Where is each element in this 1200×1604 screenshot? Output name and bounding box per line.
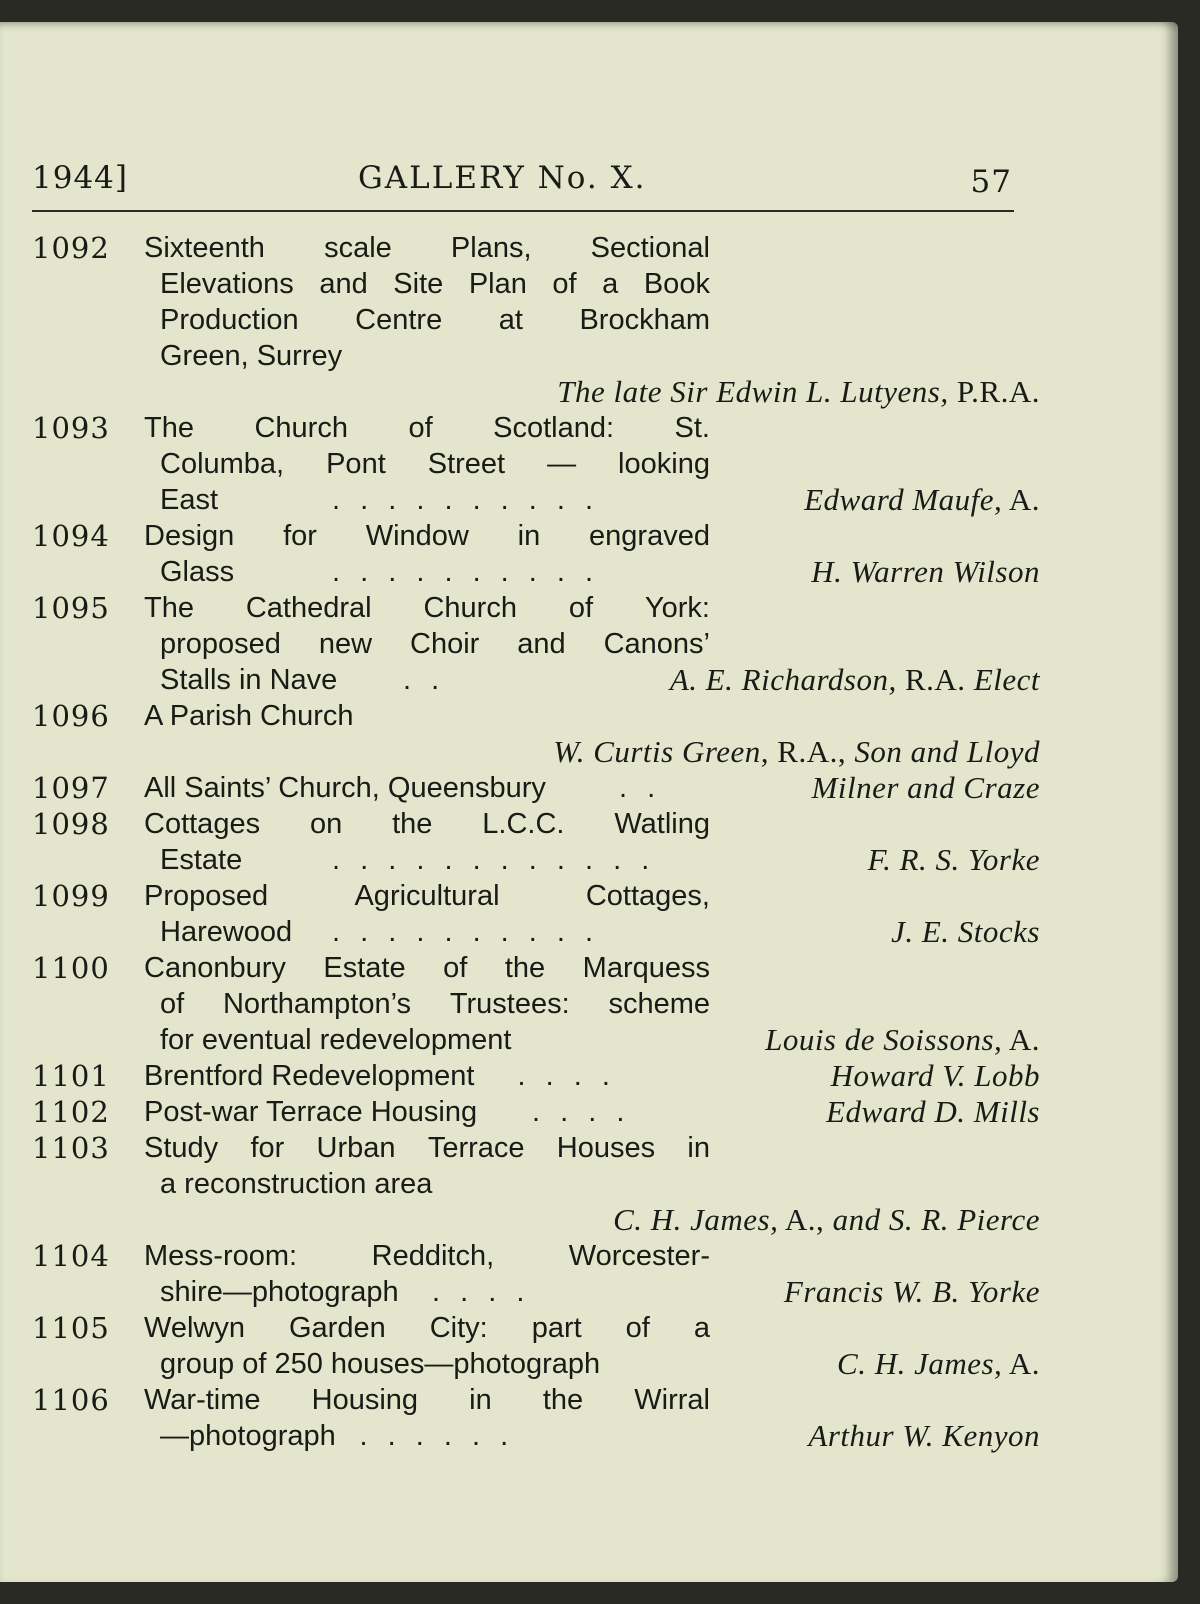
leader-dots: . . . . (532, 1096, 631, 1128)
word: St. (674, 412, 710, 444)
artist-italic: Francis W. B. Yorke (783, 1274, 1040, 1309)
word: Book (643, 268, 710, 300)
word: and (319, 268, 368, 300)
artist-name (557, 374, 1040, 410)
word: Trustees: (449, 988, 570, 1020)
word: Choir (410, 628, 480, 660)
word: scheme (608, 988, 710, 1020)
entry-title-text (160, 302, 710, 338)
entry-title-line (32, 1346, 1040, 1382)
word: of (443, 952, 468, 984)
entry-title-text: Green, Surrey (160, 340, 343, 372)
word: in (687, 1132, 710, 1164)
entry-number: 1094 (32, 519, 110, 553)
artist-name (837, 1346, 1040, 1382)
artist-name (553, 734, 1040, 770)
entry-title-text (160, 446, 710, 482)
artist-italic: Arthur W. Kenyon (808, 1418, 1040, 1453)
entry-number: 1106 (32, 1383, 110, 1417)
leader-dots: . . . . . . . . . . (332, 556, 600, 588)
entry-title-line (32, 266, 1040, 302)
word: of (160, 988, 185, 1020)
entry-title-line (32, 1022, 1040, 1058)
catalogue-entry (32, 1238, 1040, 1310)
entry-title-line (32, 554, 1040, 590)
leader-dots: . . . . . . (359, 1420, 515, 1452)
entry-title-line (32, 1274, 1040, 1310)
entry-title-text: Stalls in Nave (160, 664, 338, 696)
artist-italic: F. R. S. Yorke (867, 842, 1040, 877)
entry-title-line (32, 986, 1040, 1022)
word: scale (324, 232, 392, 264)
catalogue-entry (32, 1310, 1040, 1382)
entry-title-line (32, 446, 1040, 482)
artist-italic: Edward D. Mills (826, 1094, 1040, 1129)
word: the (542, 1384, 584, 1416)
word: Elevations (160, 268, 294, 300)
artist-name (868, 842, 1040, 878)
entry-title-text (160, 266, 710, 302)
word: Agricultural (354, 880, 500, 912)
word: Street (427, 448, 506, 480)
entry-title-line (32, 806, 1040, 842)
entry-title-line (32, 842, 1040, 878)
word: L.C.C. (482, 808, 565, 840)
artist-title: A. (1002, 482, 1040, 517)
entry-title-text: —photograph (160, 1420, 336, 1452)
entry-title-text (144, 230, 710, 266)
entry-number: 1103 (32, 1131, 110, 1165)
catalogue-entry (32, 806, 1040, 878)
entry-title-line (32, 1238, 1040, 1274)
artist-italic: Milner and Craze (811, 770, 1040, 805)
word: Scotland: (493, 412, 615, 444)
catalogue-entry (32, 1130, 1040, 1238)
catalogue-entry (32, 1382, 1040, 1454)
artist-suffix: Son and Lloyd (854, 734, 1040, 769)
word: Sectional (590, 232, 710, 264)
word: Window (365, 520, 469, 552)
entry-number: 1105 (32, 1311, 110, 1345)
entry-title-text: a reconstruction area (160, 1168, 433, 1200)
entry-title-text: Brentford Redevelopment (144, 1060, 475, 1092)
artist-name (826, 1094, 1040, 1130)
word: the (392, 808, 433, 840)
entry-title-line (32, 590, 1040, 626)
word: proposed (160, 628, 281, 660)
word: of (625, 1312, 650, 1344)
entry-number: 1099 (32, 879, 110, 913)
entry-title-line (32, 410, 1040, 446)
artist-name (613, 1202, 1040, 1238)
word: new (318, 628, 373, 660)
catalogue-entry (32, 518, 1040, 590)
artist-title: R.A., (769, 734, 855, 769)
entry-number: 1097 (32, 771, 110, 805)
entry-title-line (32, 302, 1040, 338)
artist-name (804, 482, 1040, 518)
word: York: (644, 592, 710, 624)
artist-line (32, 374, 1040, 410)
entry-title-line (32, 1166, 1040, 1202)
entry-title-line (32, 1130, 1040, 1166)
word: on (309, 808, 343, 840)
word: Proposed (144, 880, 269, 912)
entry-title-line (32, 914, 1040, 950)
artist-name (808, 1418, 1040, 1454)
catalogue-entry (32, 950, 1040, 1058)
artist-name (831, 1058, 1040, 1094)
leader-dots: . . . . . . . . . . (332, 484, 600, 516)
artist-name (812, 770, 1040, 806)
word: Design (144, 520, 235, 552)
leader-dots: . . . . (517, 1060, 616, 1092)
entry-number: 1098 (32, 807, 110, 841)
word: Marquess (582, 952, 710, 984)
catalogue-entry (32, 770, 1040, 806)
artist-name (784, 1274, 1040, 1310)
word: Pont (326, 448, 386, 480)
entry-title-text: All Saints’ Church, Queensbury (144, 772, 546, 804)
word: for (250, 1132, 285, 1164)
word: part (531, 1312, 582, 1344)
entry-title-text (144, 806, 710, 842)
word: Worcester- (568, 1240, 710, 1272)
word: of (552, 268, 577, 300)
leader-dots: . . . . (432, 1276, 531, 1308)
entry-title-text (160, 626, 710, 662)
artist-line (32, 1202, 1040, 1238)
catalogue-entry (32, 1058, 1040, 1094)
word: looking (618, 448, 710, 480)
word: Urban (316, 1132, 396, 1164)
word: Production (160, 304, 299, 336)
entry-title-line (32, 770, 1040, 806)
word: Church (423, 592, 517, 624)
entry-number: 1100 (32, 951, 110, 985)
entry-title-text (144, 1310, 710, 1346)
page-number: 57 (970, 164, 1012, 200)
artist-title: A., (778, 1202, 833, 1237)
artist-title: R.A. (896, 662, 974, 697)
artist-name (811, 554, 1040, 590)
leader-dots: . . (619, 772, 662, 804)
entry-number: 1096 (32, 699, 110, 733)
artist-title: P.R.A. (948, 374, 1040, 409)
word: in (469, 1384, 492, 1416)
word: Wirral (634, 1384, 710, 1416)
artist-italic: C. H. James, (837, 1346, 1003, 1381)
word: a (693, 1312, 710, 1344)
catalogue-entry (32, 230, 1040, 410)
entry-number: 1095 (32, 591, 110, 625)
entry-title-line (32, 1058, 1040, 1094)
word: Garden (288, 1312, 386, 1344)
entry-title-line (32, 626, 1040, 662)
artist-title: A. (1002, 1346, 1040, 1381)
entry-title-line (32, 482, 1040, 518)
entry-title-text (144, 1130, 710, 1166)
entry-title-text: Estate (160, 844, 243, 876)
entry-title-line (32, 698, 1040, 734)
word: Study (144, 1132, 219, 1164)
word: the (504, 952, 546, 984)
word: Cottages (144, 808, 261, 840)
header-rule (32, 210, 1014, 212)
word: at (498, 304, 523, 336)
catalogue-entries (32, 230, 1040, 1454)
word: Houses (556, 1132, 656, 1164)
artist-name (891, 914, 1040, 950)
word: in (517, 520, 541, 552)
entry-title-text: group of 250 houses—photograph (160, 1348, 601, 1380)
entry-number: 1093 (32, 411, 110, 445)
word: The (144, 592, 194, 624)
entry-title-line (32, 662, 1040, 698)
entry-title-line (32, 950, 1040, 986)
entry-title-line (32, 878, 1040, 914)
entry-title-text: A Parish Church (144, 700, 354, 732)
catalogue-entry (32, 410, 1040, 518)
entry-title-line (32, 1382, 1040, 1418)
artist-italic: The late Sir Edwin L. Lutyens, (557, 374, 949, 409)
artist-title: A. (1002, 1022, 1040, 1057)
artist-italic: Edward Maufe, (804, 482, 1003, 517)
word: Mess-room: (144, 1240, 298, 1272)
entry-title-text (144, 950, 710, 986)
header-year: 1944] (32, 160, 128, 196)
word: Canons’ (603, 628, 710, 660)
artist-suffix: and S. R. Pierce (832, 1202, 1040, 1237)
word: Housing (311, 1384, 419, 1416)
page-header (32, 160, 1012, 200)
word: The (144, 412, 194, 444)
word: Northampton’s (222, 988, 412, 1020)
word: War-time (144, 1384, 261, 1416)
word: Site (393, 268, 444, 300)
entry-title-text (160, 986, 710, 1022)
entry-title-text: Post-war Terrace Housing (144, 1096, 478, 1128)
word: engraved (589, 520, 710, 552)
word: Cathedral (245, 592, 372, 624)
artist-italic: J. E. Stocks (891, 914, 1040, 949)
artist-italic: A. E. Richardson, (669, 662, 897, 697)
entry-title-text: Harewood (160, 916, 293, 948)
word: for (283, 520, 317, 552)
word: Brockham (579, 304, 710, 336)
entry-title-line (32, 1310, 1040, 1346)
word: Terrace (427, 1132, 525, 1164)
word: Plan (468, 268, 527, 300)
entry-title-text: Glass (160, 556, 235, 588)
artist-italic: Howard V. Lobb (830, 1058, 1040, 1093)
artist-italic: Louis de Soissons, (765, 1022, 1003, 1057)
entry-title-line (32, 338, 1040, 374)
word: a (602, 268, 619, 300)
entry-number: 1092 (32, 231, 110, 265)
catalogue-entry (32, 590, 1040, 698)
word: Church (254, 412, 348, 444)
artist-line (32, 734, 1040, 770)
word: Plans, (450, 232, 532, 264)
word: City: (429, 1312, 488, 1344)
catalogue-entry (32, 878, 1040, 950)
entry-title-text: for eventual redevelopment (160, 1024, 512, 1056)
leader-dots: . . . . . . . . . . . . (332, 844, 656, 876)
entry-title-line (32, 1094, 1040, 1130)
entry-title-line (32, 1418, 1040, 1454)
catalogue-entry (32, 698, 1040, 770)
entry-title-text (144, 518, 710, 554)
entry-number: 1101 (32, 1059, 110, 1093)
entry-number: 1104 (32, 1239, 110, 1273)
word: Sixteenth (144, 232, 265, 264)
entry-title-text (144, 1238, 710, 1274)
artist-italic: H. Warren Wilson (811, 554, 1040, 589)
entry-title-text: shire—photograph (160, 1276, 399, 1308)
artist-italic: C. H. James, (613, 1202, 779, 1237)
entry-title-line (32, 518, 1040, 554)
word: Watling (614, 808, 710, 840)
entry-title-text (144, 410, 710, 446)
word: Canonbury (144, 952, 286, 984)
word: Columba, (160, 448, 285, 480)
word: Estate (323, 952, 406, 984)
entry-title-line (32, 230, 1040, 266)
word: Centre (355, 304, 443, 336)
artist-name (765, 1022, 1040, 1058)
word: Welwyn (144, 1312, 245, 1344)
leader-dots: . . (403, 664, 446, 696)
artist-name (670, 662, 1040, 698)
word: and (517, 628, 566, 660)
entry-title-text (144, 1382, 710, 1418)
word: of (408, 412, 433, 444)
word: Redditch, (371, 1240, 495, 1272)
entry-number: 1102 (32, 1095, 110, 1129)
artist-italic: W. Curtis Green, (553, 734, 770, 769)
word: of (568, 592, 594, 624)
artist-suffix: Elect (973, 662, 1040, 697)
catalogue-entry (32, 1094, 1040, 1130)
entry-title-text: East (160, 484, 219, 516)
gallery-title: GALLERY No. X. (358, 160, 647, 196)
word: — (547, 448, 577, 480)
entry-title-text (144, 878, 710, 914)
entry-title-text (144, 590, 710, 626)
word: Cottages, (585, 880, 710, 912)
leader-dots: . . . . . . . . . . (332, 916, 600, 948)
